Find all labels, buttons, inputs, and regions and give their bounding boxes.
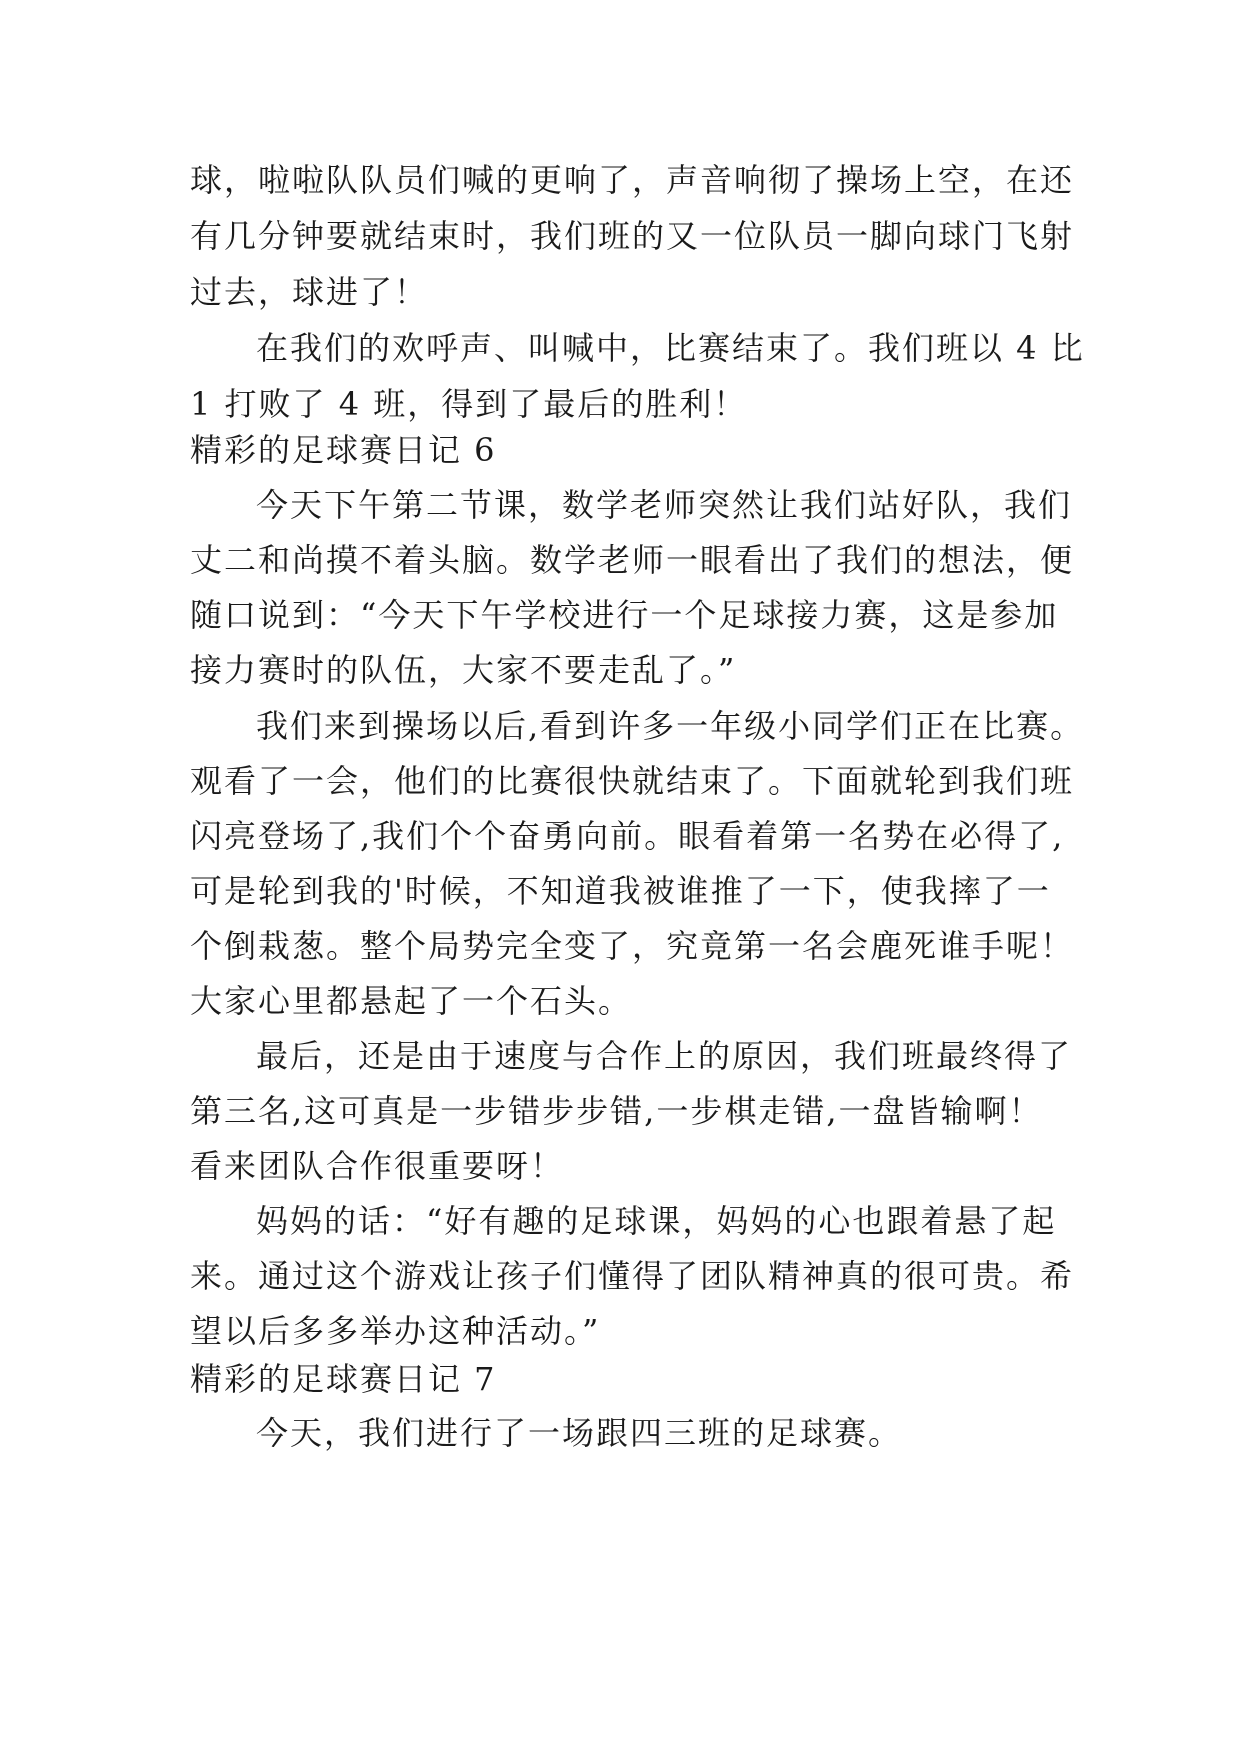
paragraph-first-line: 今天，我们进行了一场跟四三班的足球赛。 <box>256 1414 903 1452</box>
section-heading: 精彩的足球赛日记 6 <box>190 431 497 469</box>
body-line: 可是轮到我的'时候，不知道我被谁推了一下，使我摔了一 <box>190 872 1051 910</box>
paragraph-first-line: 今天下午第二节课，数学老师突然让我们站好队，我们 <box>256 486 1073 524</box>
body-line: 随口说到：“今天下午学校进行一个足球接力赛，这是参加 <box>190 596 1059 634</box>
body-line: 第三名,这可真是一步错步步错,一步棋走错,一盘皆输啊！ <box>190 1092 1043 1130</box>
section-heading: 精彩的足球赛日记 7 <box>190 1360 497 1398</box>
body-line: 大家心里都悬起了一个石头。 <box>190 982 633 1020</box>
body-line: 闪亮登场了,我们个个奋勇向前。眼看着第一名势在必得了, <box>190 817 1065 855</box>
body-line: 有几分钟要就结束时，我们班的又一位队员一脚向球门飞射 <box>190 217 1075 255</box>
body-line: 过去，球进了！ <box>190 273 429 311</box>
body-line: 看来团队合作很重要呀！ <box>190 1147 565 1185</box>
body-line: 接力赛时的队伍，大家不要走乱了。” <box>190 651 737 689</box>
body-line: 球，啦啦队队员们喊的更响了，声音响彻了操场上空，在还 <box>190 161 1075 199</box>
body-line: 丈二和尚摸不着头脑。数学老师一眼看出了我们的想法，便 <box>190 541 1075 579</box>
body-line: 来。通过这个游戏让孩子们懂得了团队精神真的很可贵。希 <box>190 1257 1075 1295</box>
body-line: 个倒栽葱。整个局势完全变了，究竟第一名会鹿死谁手呢！ <box>190 927 1075 965</box>
paragraph-first-line: 最后，还是由于速度与合作上的原因，我们班最终得了 <box>256 1037 1073 1075</box>
body-line: 1 打败了 4 班，得到了最后的胜利！ <box>190 385 748 423</box>
paragraph-first-line: 妈妈的话：“好有趣的足球课，妈妈的心也跟着悬了起 <box>256 1202 1057 1240</box>
paragraph-first-line: 在我们的欢呼声、叫喊中，比赛结束了。我们班以 4 比 <box>256 329 1085 367</box>
body-line: 观看了一会，他们的比赛很快就结束了。下面就轮到我们班 <box>190 762 1075 800</box>
body-line: 望以后多多举办这种活动。” <box>190 1312 601 1350</box>
paragraph-first-line: 我们来到操场以后,看到许多一年级小同学们正在比赛。 <box>256 707 1085 745</box>
